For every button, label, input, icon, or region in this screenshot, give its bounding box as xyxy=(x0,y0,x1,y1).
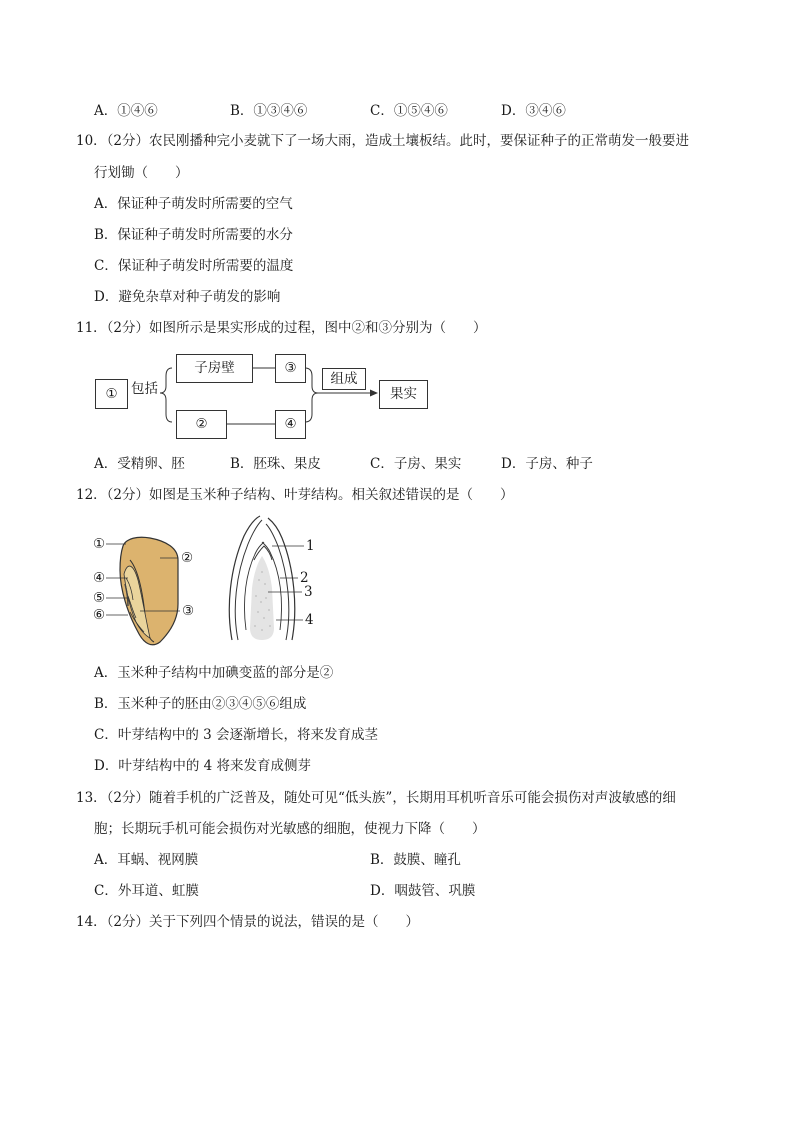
bud-label-1: 1 xyxy=(306,538,315,554)
box-circled-3: ③ xyxy=(275,354,306,383)
seed-label-5: ⑤ xyxy=(93,590,106,606)
q11-stem: 11．（2分）如图所示是果实形成的过程，图中②和③分别为（ ） xyxy=(76,320,487,336)
q10-option-b[interactable]: B．保证种子萌发时所需要的水分 xyxy=(94,227,293,243)
fruit-box: 果实 xyxy=(379,380,428,409)
q10-option-c[interactable]: C．保证种子萌发时所需要的温度 xyxy=(94,258,294,274)
box-circled-2: ② xyxy=(176,410,227,439)
q10-option-a[interactable]: A．保证种子萌发时所需要的空气 xyxy=(94,196,293,212)
q10-stem-line2: 行划锄（ ） xyxy=(94,165,189,181)
seed-label-4: ④ xyxy=(93,570,106,586)
box-circled-4: ④ xyxy=(275,410,306,439)
q9-option-a[interactable]: A．①④⑥ xyxy=(94,103,158,119)
seed-label-1: ① xyxy=(93,536,106,552)
q13-stem-line1: 13．（2分）随着手机的广泛普及，随处可见“低头族”，长期用耳机听音乐可能会损伤对声波敏感的细 xyxy=(76,790,676,806)
seed-label-3: ③ xyxy=(182,603,195,619)
bud-label-4: 4 xyxy=(305,612,314,628)
q12-stem: 12．（2分）如图是玉米种子结构、叶芽结构。相关叙述错误的是（ ） xyxy=(76,487,514,503)
ovary-wall-box: 子房壁 xyxy=(176,354,253,383)
bud-label-3: 3 xyxy=(304,584,313,600)
include-label: 包括 xyxy=(131,381,158,397)
q10-option-d[interactable]: D．避免杂草对种子萌发的影响 xyxy=(94,289,281,305)
q9-option-b[interactable]: B．①③④⑥ xyxy=(230,103,308,119)
q13-option-c[interactable]: C．外耳道、虹膜 xyxy=(94,883,199,899)
q11-option-a[interactable]: A．受精卵、胚 xyxy=(94,456,185,472)
q12-option-c[interactable]: C．叶芽结构中的 3 会逐渐增长，将来发育成茎 xyxy=(94,727,379,743)
q11-option-b[interactable]: B．胚珠、果皮 xyxy=(230,456,321,472)
q12-option-b[interactable]: B．玉米种子的胚由②③④⑤⑥组成 xyxy=(94,696,307,712)
q13-option-a[interactable]: A．耳蜗、视网膜 xyxy=(94,852,199,868)
q14-stem: 14．（2分）关于下列四个情景的说法，错误的是（ ） xyxy=(76,914,420,930)
q12-option-a[interactable]: A．玉米种子结构中加碘变蓝的部分是② xyxy=(94,665,334,681)
q13-option-d[interactable]: D．咽鼓管、巩膜 xyxy=(370,883,476,899)
q12-option-d[interactable]: D．叶芽结构中的 4 将来发育成侧芽 xyxy=(94,758,311,774)
q11-option-d[interactable]: D．子房、种子 xyxy=(501,456,593,472)
q9-option-d[interactable]: D．③④⑥ xyxy=(501,103,566,119)
q11-option-c[interactable]: C．子房、果实 xyxy=(370,456,462,472)
seed-label-6: ⑥ xyxy=(93,607,106,623)
bud-label-2: 2 xyxy=(300,570,309,586)
q13-option-b[interactable]: B．鼓膜、瞳孔 xyxy=(370,852,461,868)
box-circled-1: ① xyxy=(95,379,128,409)
q13-stem-line2: 胞；长期玩手机可能会损伤对光敏感的细胞，使视力下降（ ） xyxy=(94,821,486,837)
compose-label-box: 组成 xyxy=(322,368,366,390)
q9-option-c[interactable]: C．①⑤④⑥ xyxy=(370,103,448,119)
q10-stem-line1: 10．（2分）农民刚播种完小麦就下了一场大雨，造成土壤板结。此时，要保证种子的正常萌发一般要进 xyxy=(76,133,690,149)
seed-label-2: ② xyxy=(181,550,194,566)
